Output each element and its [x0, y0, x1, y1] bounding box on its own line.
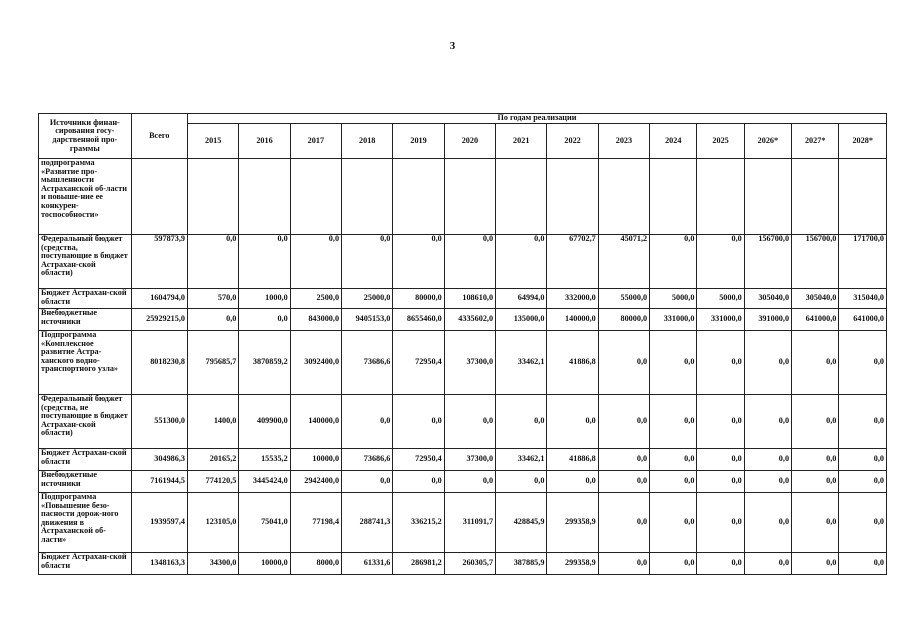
value-cell: 123105,0 — [188, 493, 239, 553]
value-cell: 0,0 — [697, 553, 744, 575]
value-cell: 0,0 — [744, 331, 791, 395]
table-row — [39, 159, 887, 235]
value-cell: 108610,0 — [444, 289, 495, 309]
value-cell: 15535,2 — [239, 449, 290, 471]
value-cell: 391000,0 — [744, 309, 791, 331]
year-header: 2026* — [744, 124, 791, 159]
value-cell: 0,0 — [188, 235, 239, 289]
value-cell: 37300,0 — [444, 449, 495, 471]
value-cell: 0,0 — [650, 449, 697, 471]
value-cell: 0,0 — [496, 235, 547, 289]
value-cell — [744, 159, 791, 235]
value-cell: 0,0 — [650, 493, 697, 553]
value-cell: 774120,5 — [188, 471, 239, 493]
year-header: 2028* — [839, 124, 887, 159]
value-cell: 311091,7 — [444, 493, 495, 553]
year-header: 2027* — [792, 124, 839, 159]
value-cell: 0,0 — [547, 471, 598, 493]
total-cell — [131, 159, 187, 235]
total-header: Всего — [131, 114, 187, 159]
total-cell: 1604794,0 — [131, 289, 187, 309]
value-cell: 0,0 — [393, 395, 444, 449]
value-cell: 37300,0 — [444, 331, 495, 395]
source-cell: Бюджет Астрахан-ской области — [39, 289, 132, 309]
value-cell: 387885,9 — [496, 553, 547, 575]
value-cell: 641000,0 — [792, 309, 839, 331]
value-cell: 0,0 — [188, 309, 239, 331]
value-cell: 5000,0 — [650, 289, 697, 309]
value-cell: 25000,0 — [342, 289, 393, 309]
value-cell: 0,0 — [839, 449, 887, 471]
value-cell: 64994,0 — [496, 289, 547, 309]
total-cell: 1939597,4 — [131, 493, 187, 553]
table-row — [39, 493, 887, 553]
value-cell: 0,0 — [547, 395, 598, 449]
source-cell: Внебюджетные источники — [39, 309, 132, 331]
source-cell: Федеральный бюджет (средства, не поступающие в бюджет Астрахан-ской области) — [39, 395, 132, 449]
year-header: 2019 — [393, 124, 444, 159]
value-cell: 8000,0 — [290, 553, 341, 575]
financing-table — [38, 113, 887, 575]
value-cell: 0,0 — [342, 471, 393, 493]
table-row — [39, 331, 887, 395]
value-cell: 8655460,0 — [393, 309, 444, 331]
value-cell: 0,0 — [792, 331, 839, 395]
value-cell: 33462,1 — [496, 449, 547, 471]
value-cell — [290, 159, 341, 235]
total-cell: 1348163,3 — [131, 553, 187, 575]
value-cell: 0,0 — [697, 449, 744, 471]
value-cell: 2942400,0 — [290, 471, 341, 493]
total-cell: 597873,9 — [131, 235, 187, 289]
value-cell: 641000,0 — [839, 309, 887, 331]
table-row — [39, 309, 887, 331]
value-cell: 428845,9 — [496, 493, 547, 553]
value-cell: 3092400,0 — [290, 331, 341, 395]
value-cell: 0,0 — [393, 235, 444, 289]
value-cell: 10000,0 — [290, 449, 341, 471]
total-cell: 8018230,8 — [131, 331, 187, 395]
value-cell: 75041,0 — [239, 493, 290, 553]
value-cell — [650, 159, 697, 235]
value-cell: 156700,0 — [792, 235, 839, 289]
value-cell: 171700,0 — [839, 235, 887, 289]
value-cell: 0,0 — [650, 471, 697, 493]
total-cell: 7161944,5 — [131, 471, 187, 493]
value-cell: 331000,0 — [650, 309, 697, 331]
value-cell: 299358,9 — [547, 553, 598, 575]
value-cell: 0,0 — [697, 235, 744, 289]
value-cell: 0,0 — [239, 309, 290, 331]
source-header: Источники финан-сирования госу-дарственной про-граммы — [39, 114, 132, 159]
value-cell: 286981,2 — [393, 553, 444, 575]
value-cell: 0,0 — [650, 553, 697, 575]
value-cell: 33462,1 — [496, 331, 547, 395]
value-cell: 0,0 — [744, 493, 791, 553]
value-cell: 332000,0 — [547, 289, 598, 309]
value-cell: 305040,0 — [744, 289, 791, 309]
source-cell: Подпрограмма «Повышение безо-пасности дорож-ного движения в Астраханской об-ласти» — [39, 493, 132, 553]
source-cell: Внебюджетные источники — [39, 471, 132, 493]
value-cell: 0,0 — [598, 493, 649, 553]
year-header: 2016 — [239, 124, 290, 159]
value-cell: 0,0 — [598, 331, 649, 395]
value-cell: 0,0 — [792, 449, 839, 471]
value-cell: 73686,6 — [342, 449, 393, 471]
value-cell: 0,0 — [239, 235, 290, 289]
value-cell: 0,0 — [744, 471, 791, 493]
value-cell: 55000,0 — [598, 289, 649, 309]
value-cell: 0,0 — [697, 471, 744, 493]
value-cell: 409900,0 — [239, 395, 290, 449]
value-cell: 0,0 — [744, 553, 791, 575]
value-cell: 0,0 — [697, 493, 744, 553]
value-cell: 0,0 — [598, 449, 649, 471]
value-cell: 73686,6 — [342, 331, 393, 395]
value-cell: 1000,0 — [239, 289, 290, 309]
source-cell: Бюджет Астрахан-ской области — [39, 449, 132, 471]
value-cell: 0,0 — [839, 493, 887, 553]
value-cell: 72950,4 — [393, 331, 444, 395]
source-cell: Бюджет Астрахан-ской области — [39, 553, 132, 575]
value-cell: 41886,8 — [547, 331, 598, 395]
value-cell: 34300,0 — [188, 553, 239, 575]
value-cell: 0,0 — [598, 471, 649, 493]
value-cell: 80000,0 — [393, 289, 444, 309]
value-cell — [697, 159, 744, 235]
total-cell: 304986,3 — [131, 449, 187, 471]
value-cell: 0,0 — [496, 471, 547, 493]
value-cell: 20165,2 — [188, 449, 239, 471]
value-cell: 0,0 — [650, 235, 697, 289]
value-cell: 0,0 — [444, 395, 495, 449]
value-cell: 315040,0 — [839, 289, 887, 309]
value-cell: 0,0 — [697, 395, 744, 449]
value-cell — [792, 159, 839, 235]
year-header: 2024 — [650, 124, 697, 159]
value-cell: 9405153,0 — [342, 309, 393, 331]
value-cell: 0,0 — [839, 471, 887, 493]
year-header: 2020 — [444, 124, 495, 159]
table-row — [39, 471, 887, 493]
value-cell: 305040,0 — [792, 289, 839, 309]
value-cell: 570,0 — [188, 289, 239, 309]
value-cell: 0,0 — [496, 395, 547, 449]
value-cell: 1400,0 — [188, 395, 239, 449]
year-header: 2015 — [188, 124, 239, 159]
value-cell: 0,0 — [598, 553, 649, 575]
value-cell: 10000,0 — [239, 553, 290, 575]
table-row — [39, 395, 887, 449]
source-cell: подпрограмма «Развитие про-мышленности Астраханской об-ласти и повыше-ние ее конкурен-тоспособности» — [39, 159, 132, 235]
value-cell: 795685,7 — [188, 331, 239, 395]
total-cell: 551300,0 — [131, 395, 187, 449]
value-cell: 331000,0 — [697, 309, 744, 331]
year-header: 2018 — [342, 124, 393, 159]
table-body — [39, 159, 887, 575]
value-cell: 77198,4 — [290, 493, 341, 553]
year-header: 2021 — [496, 124, 547, 159]
value-cell: 140000,0 — [290, 395, 341, 449]
value-cell: 260305,7 — [444, 553, 495, 575]
value-cell — [239, 159, 290, 235]
value-cell — [188, 159, 239, 235]
value-cell: 80000,0 — [598, 309, 649, 331]
value-cell: 3445424,0 — [239, 471, 290, 493]
value-cell: 0,0 — [839, 553, 887, 575]
value-cell: 41886,8 — [547, 449, 598, 471]
value-cell: 0,0 — [342, 235, 393, 289]
page-number: 3 — [449, 40, 456, 52]
value-cell: 0,0 — [792, 395, 839, 449]
value-cell — [342, 159, 393, 235]
value-cell: 0,0 — [839, 331, 887, 395]
value-cell: 67702,7 — [547, 235, 598, 289]
value-cell: 0,0 — [650, 331, 697, 395]
value-cell: 843000,0 — [290, 309, 341, 331]
value-cell: 0,0 — [342, 395, 393, 449]
value-cell: 156700,0 — [744, 235, 791, 289]
value-cell: 288741,3 — [342, 493, 393, 553]
value-cell: 135000,0 — [496, 309, 547, 331]
value-cell: 0,0 — [744, 449, 791, 471]
value-cell — [393, 159, 444, 235]
table-row — [39, 553, 887, 575]
value-cell: 0,0 — [792, 471, 839, 493]
table-row — [39, 235, 887, 289]
value-cell: 5000,0 — [697, 289, 744, 309]
value-cell: 2500,0 — [290, 289, 341, 309]
value-cell: 140000,0 — [547, 309, 598, 331]
value-cell: 72950,4 — [393, 449, 444, 471]
total-cell: 25929215,0 — [131, 309, 187, 331]
value-cell: 4335602,0 — [444, 309, 495, 331]
value-cell: 0,0 — [444, 235, 495, 289]
source-cell: Подпрограмма «Комплексное развитие Астра-ханского водно-транспортного узла» — [39, 331, 132, 395]
value-cell: 0,0 — [792, 553, 839, 575]
value-cell: 0,0 — [290, 235, 341, 289]
value-cell — [444, 159, 495, 235]
table-row — [39, 289, 887, 309]
value-cell: 336215,2 — [393, 493, 444, 553]
table-row — [39, 449, 887, 471]
value-cell: 61331,6 — [342, 553, 393, 575]
source-cell: Федеральный бюджет (средства, поступающие в бюджет Астрахан-ской области) — [39, 235, 132, 289]
value-cell: 0,0 — [444, 471, 495, 493]
value-cell — [598, 159, 649, 235]
value-cell: 0,0 — [598, 395, 649, 449]
value-cell: 0,0 — [650, 395, 697, 449]
value-cell — [839, 159, 887, 235]
year-header: 2017 — [290, 124, 341, 159]
value-cell: 0,0 — [839, 395, 887, 449]
value-cell: 0,0 — [393, 471, 444, 493]
value-cell — [547, 159, 598, 235]
value-cell — [496, 159, 547, 235]
value-cell: 45071,2 — [598, 235, 649, 289]
year-header: 2022 — [547, 124, 598, 159]
value-cell: 3870859,2 — [239, 331, 290, 395]
year-header: 2023 — [598, 124, 649, 159]
value-cell: 0,0 — [792, 493, 839, 553]
value-cell: 0,0 — [744, 395, 791, 449]
value-cell: 0,0 — [697, 331, 744, 395]
value-cell: 299358,9 — [547, 493, 598, 553]
years-group-header: По годам реализации — [188, 114, 887, 124]
year-header: 2025 — [697, 124, 744, 159]
